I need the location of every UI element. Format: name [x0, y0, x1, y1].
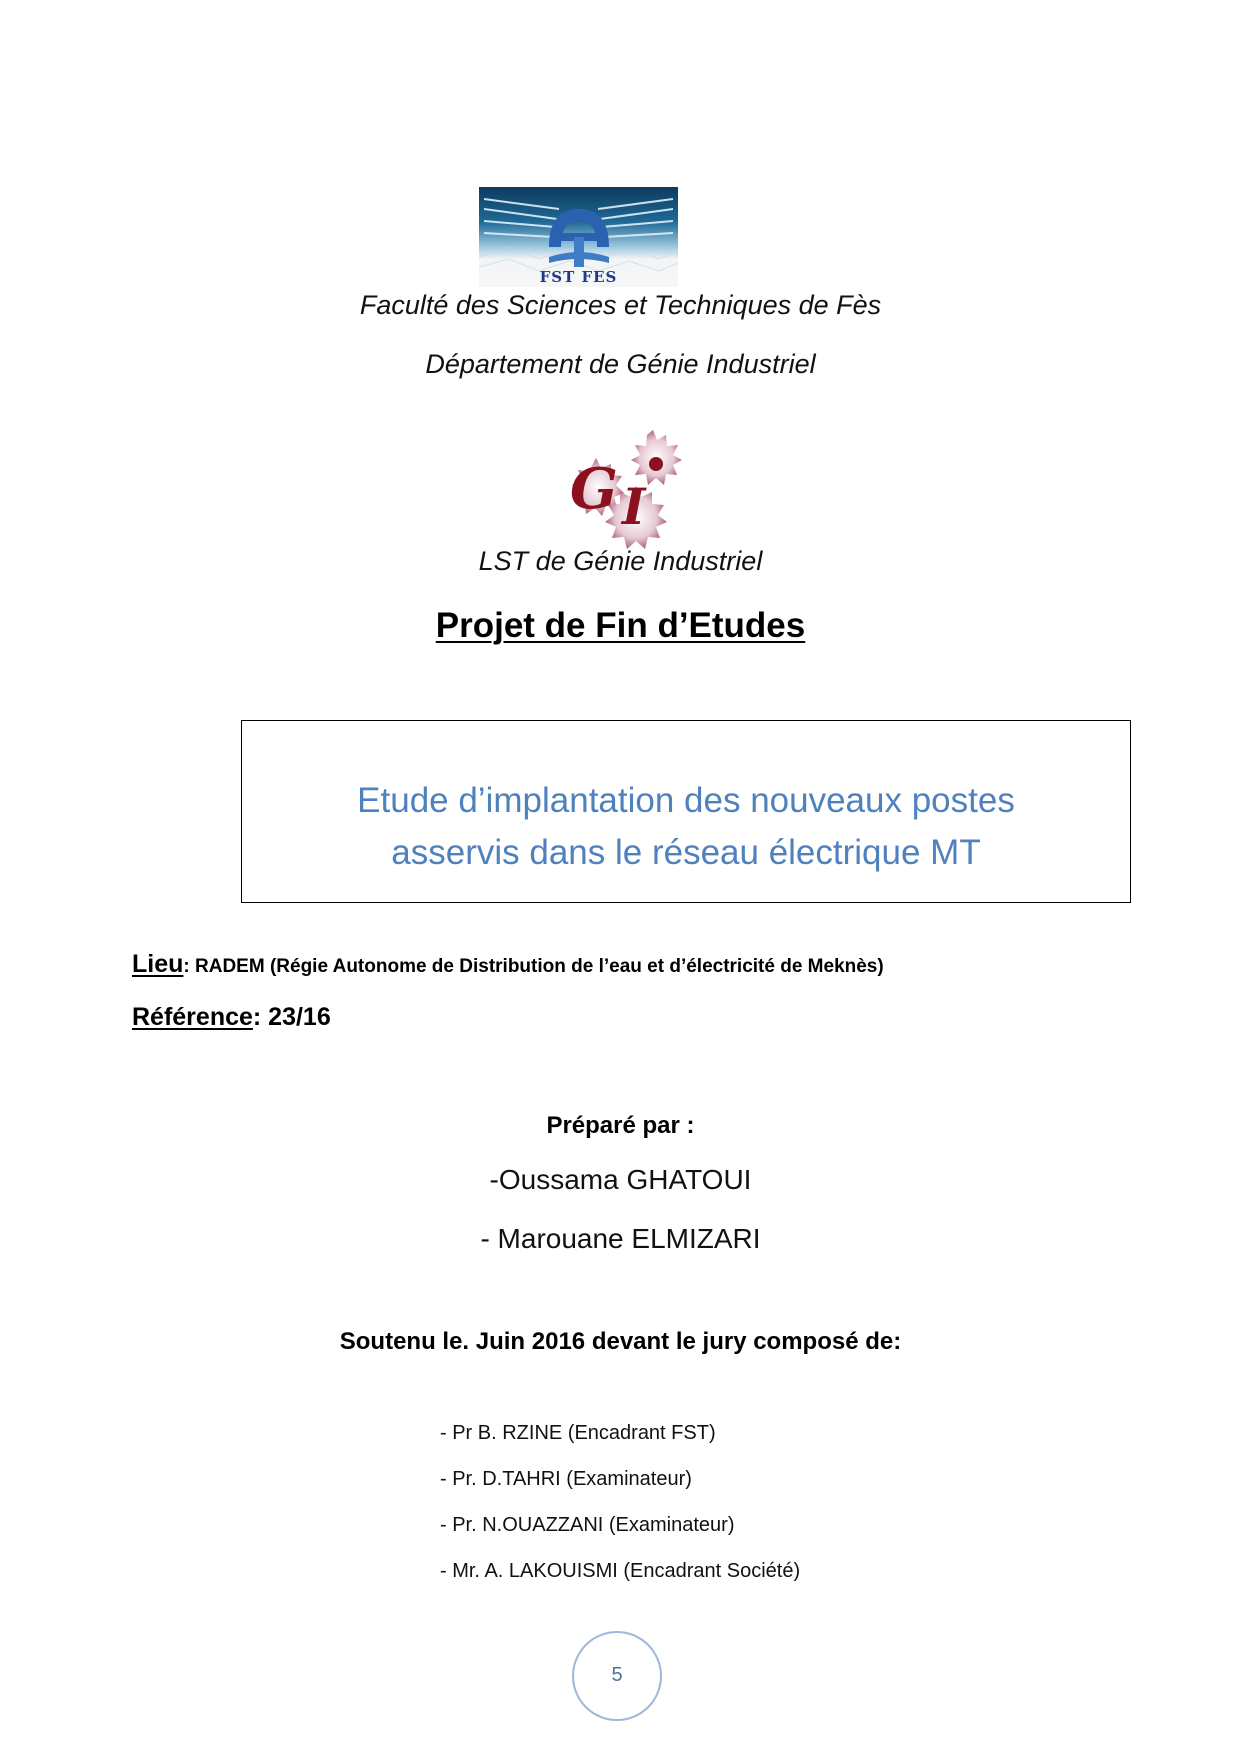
author-name: - Marouane ELMIZARI: [480, 1223, 761, 1254]
gi-gears-logo-icon: [556, 428, 701, 558]
fst-fes-logo-text: FST FES: [539, 268, 618, 286]
jury-member: - Mr. A. LAKOUISMI (Encadrant Société): [440, 1560, 801, 1582]
gi-logo: [556, 428, 701, 558]
project-title-line-2: asservis dans le réseau électrique MT: [391, 833, 981, 872]
location-value: : RADEM (Régie Autonome de Distribution de l’eau et d’électricité de Meknès): [183, 956, 884, 977]
svg-text:I: I: [622, 477, 646, 536]
document-type-heading: [0, 606, 1241, 646]
project-title: [242, 775, 1130, 879]
page-number: 5: [572, 1631, 662, 1721]
jury-member: - Pr B. RZINE (Encadrant FST): [440, 1422, 716, 1444]
reference-line: [132, 1003, 331, 1032]
document-type-text: Projet de Fin d’Etudes: [435, 606, 806, 645]
fst-fes-logo: [479, 187, 678, 287]
reference-label: Référence: [132, 1003, 253, 1031]
program-name: LST de Génie Industriel: [478, 546, 763, 576]
prepared-by-label: Préparé par :: [546, 1112, 695, 1139]
jury-member: - Pr. N.OUAZZANI (Examinateur): [440, 1514, 735, 1536]
location-line: [132, 950, 884, 979]
reference-value: : 23/16: [252, 1003, 331, 1031]
location-label: Lieu: [132, 950, 184, 978]
project-title-box: [241, 720, 1131, 903]
jury-intro: Soutenu le. Juin 2016 devant le jury composé de:: [339, 1328, 902, 1355]
faculty-name: Faculté des Sciences et Techniques de Fès: [359, 290, 882, 320]
department-name: Département de Génie Industriel: [425, 349, 816, 379]
author-name: -Oussama GHATOUI: [489, 1164, 752, 1195]
jury-member: - Pr. D.TAHRI (Examinateur): [440, 1468, 692, 1490]
svg-text:G: G: [570, 456, 618, 522]
project-title-line-1: Etude d’implantation des nouveaux postes: [357, 781, 1015, 820]
